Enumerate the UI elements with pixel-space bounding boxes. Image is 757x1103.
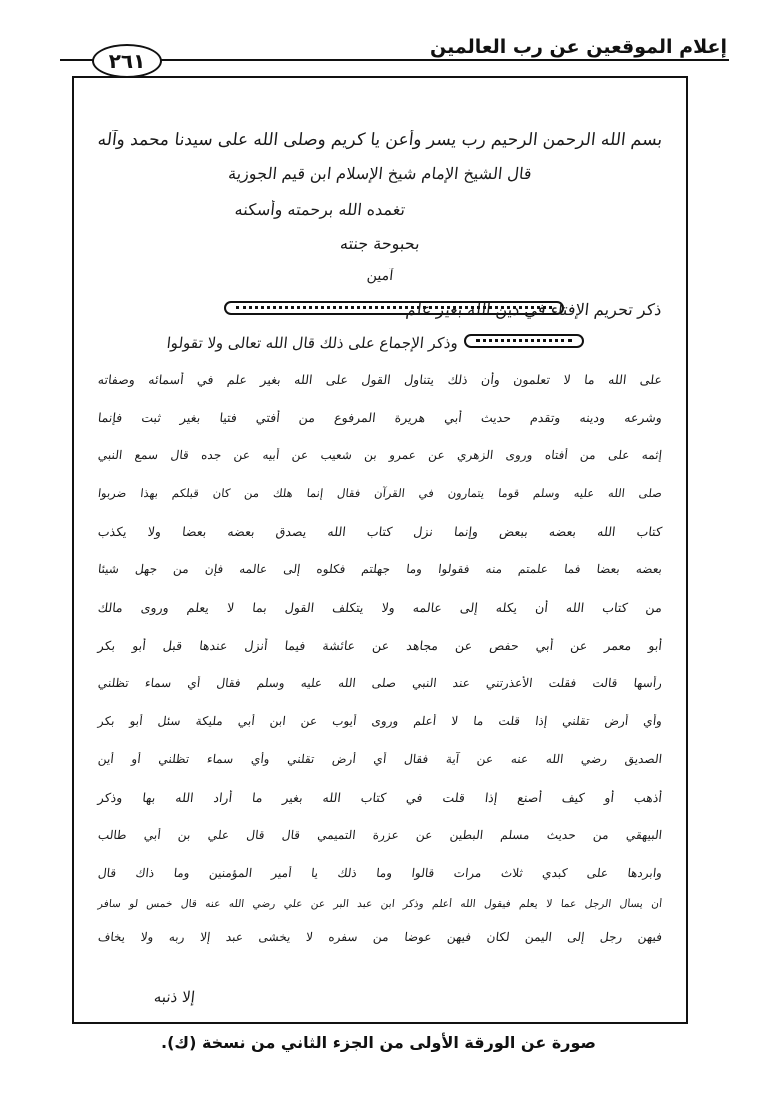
manuscript-line-3: تغمده الله برحمته وأسكنه [233,200,407,219]
manuscript-line-13: بعضه بعضا فما علمتم منه فقولوا وما جهلتم فكلوه إلى عالمه فإن من جهل شيئا [97,562,663,576]
page-number-oval [92,44,162,78]
manuscript-line-19: أذهب أو كيف أصنع إذا قلت في كتاب الله بغير ما أراد الله بها وذكر [97,790,663,805]
manuscript-line-5: آمين [366,268,394,284]
manuscript-line-15: أبو معمر عن أبي حفص عن مجاهد عن عائشة فيما أنزل عندها قبل أبو بكر [97,638,663,653]
manuscript-line-22: أن يسأل الرجل عما لا يعلم فيقول الله أعلم وذكر ابن عبد البر عن علي رضي الله عنه قال خمس لو سافر [97,898,663,910]
manuscript-line-9: وشرعه ودينه وتقدم حديث أبي هريرة المرفوع من أفتي فتيا بغير ثبت فإنما [97,410,663,425]
manuscript-line-14: من كتاب الله أن يكله إلى عالمه ولا يتكلف القول بما لا يعلم وروى مالك [97,600,663,615]
manuscript-line-23: فيهن رجل إلى اليمن لكان فيهن عوضا من سفره لا يخشى عبد إلا ربه ولا يخاف [97,930,663,944]
decorative-ornament-2 [464,334,584,348]
page-number: ٢٦١ [108,49,146,73]
manuscript-line-10: إثمه على من أفتاه وروى الزهري عن عمرو بن شعيب عن أبيه عن جده قال سمع النبي [97,448,663,462]
manuscript-line-11: صلى الله عليه وسلم قوما يتمارون في القرآن فقال إنما هلك من كان قبلكم بهذا ضربوا [97,486,663,500]
manuscript-line-17: وأي أرض تقلني إذا قلت ما لا أعلم وروى أيوب عن ابن أبي مليكة سئل أبو بكر [97,714,663,728]
manuscript-line-18: الصديق رضي الله عنه عن آية فقال أي أرض تقلني وأي سماء تظلني أو أين [97,752,663,766]
manuscript-line-6: ذكر تحريم الإفتاء في دين الله بغير علم [405,300,663,319]
manuscript-frame [72,76,688,1024]
manuscript-line-4: بحبوحة جنته [339,234,421,253]
catchword: إلا ذنبه [153,988,196,1006]
manuscript-line-21: وابردها على كبدي ثلاث مرات قالوا وما ذلك يا أمير المؤمنين وما ذاك قال [97,866,663,880]
manuscript-line-12: كتاب الله بعضه ببعض وإنما نزل كتاب الله يصدق بعضه بعضا ولا يكذب [97,524,663,539]
manuscript-line-20: البيهقي من حديث مسلم البطين عن عزرة التميمي قال قال علي بن أبي طالب [97,828,663,842]
manuscript-line-1: بسم الله الرحمن الرحيم رب يسر وأعن يا كريم وصلى الله على سيدنا محمد وآله [96,130,664,150]
figure-caption: صورة عن الورقة الأولى من الجزء الثاني من نسخة (ك). [161,1033,596,1052]
manuscript-line-8: على الله ما لا تعلمون وأن ذلك يتناول القول على الله بغير علم في أسمائه وصفاته [97,372,663,387]
manuscript-line-2: قال الشيخ الإمام شيخ الإسلام ابن قيم الجوزية [227,164,533,183]
manuscript-line-16: رأسها قالت فقلت الأعذرتني عند النبي صلى الله عليه وسلم فقال أي سماء تظلني [97,676,663,690]
page-title: إعلام الموقعين عن رب العالمين [430,36,727,58]
manuscript-line-7-text: وذكر الإجماع على ذلك قال الله تعالى ولا تقولوا [165,334,459,352]
